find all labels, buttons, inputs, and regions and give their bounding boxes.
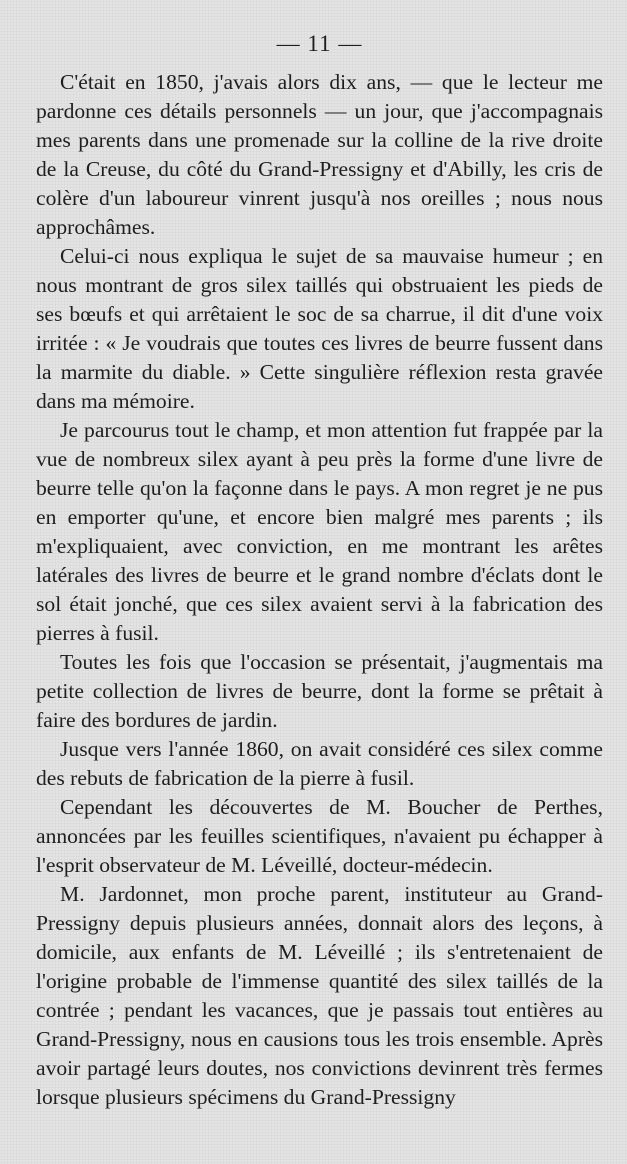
paragraph-1: C'était en 1850, j'avais alors dix ans, — que le lecteur me pardonne ces détails personnels — un jour, que j'accompagnais mes parents dans une promenade sur la colline de la rive droite de la Creuse, du côté du Grand-Pressigny et d'Abilly, les cris de colère d'un laboureur vinrent jusqu'à nos oreilles ; nous nous approchâmes. xyxy=(36,70,603,239)
paragraph-5: Jusque vers l'année 1860, on avait considéré ces silex comme des rebuts de fabrication de la pierre à fusil. xyxy=(36,737,603,790)
page-number: — 11 — xyxy=(276,31,363,56)
paragraph-2: Celui-ci nous expliqua le sujet de sa mauvaise humeur ; en nous montrant de gros silex taillés qui obstruaient les pieds de ses bœufs et qui arrêtaient le soc de sa charrue, il dit d'une voix irritée : « Je voudrais que toutes ces livres de beurre fussent dans la marmite du diable. » Cette singulière réflexion resta gravée dans ma mémoire. xyxy=(36,244,603,413)
paragraph-6: Cependant les découvertes de M. Boucher de Perthes, annoncées par les feuilles scientifiques, n'avaient pu échapper à l'esprit observateur de M. Léveillé, docteur-médecin. xyxy=(36,795,603,877)
paragraph-7: M. Jardonnet, mon proche parent, instituteur au Grand-Pressigny depuis plusieurs années, donnait alors des leçons, à domicile, aux enfants de M. Léveillé ; ils s'entretenaient de l'origine probable de l'immense quantité des silex taillés de la contrée ; pendant les vacances, que je passais tout entières au Grand-Pressigny, nous en causions tous les trois ensemble. Après avoir partagé leurs doutes, nos convictions devinrent très fermes lorsque plusieurs spécimens du Grand-Pressigny xyxy=(36,882,603,1109)
paragraph-3: Je parcourus tout le champ, et mon attention fut frappée par la vue de nombreux silex ayant à peu près la forme d'une livre de beurre telle qu'on la façonne dans le pays. A mon regret je ne pus en emporter qu'une, et encore bien malgré mes parents ; ils m'expliquaient, avec conviction, en me montrant les arêtes latérales des livres de beurre et le grand nombre d'éclats dont le sol était jonché, que ces silex avaient servi à la fabrication des pierres à fusil. xyxy=(36,418,603,645)
paragraph-4: Toutes les fois que l'occasion se présentait, j'augmentais ma petite collection de livres de beurre, dont la forme se prêtait à faire des bordures de jardin. xyxy=(36,650,603,732)
